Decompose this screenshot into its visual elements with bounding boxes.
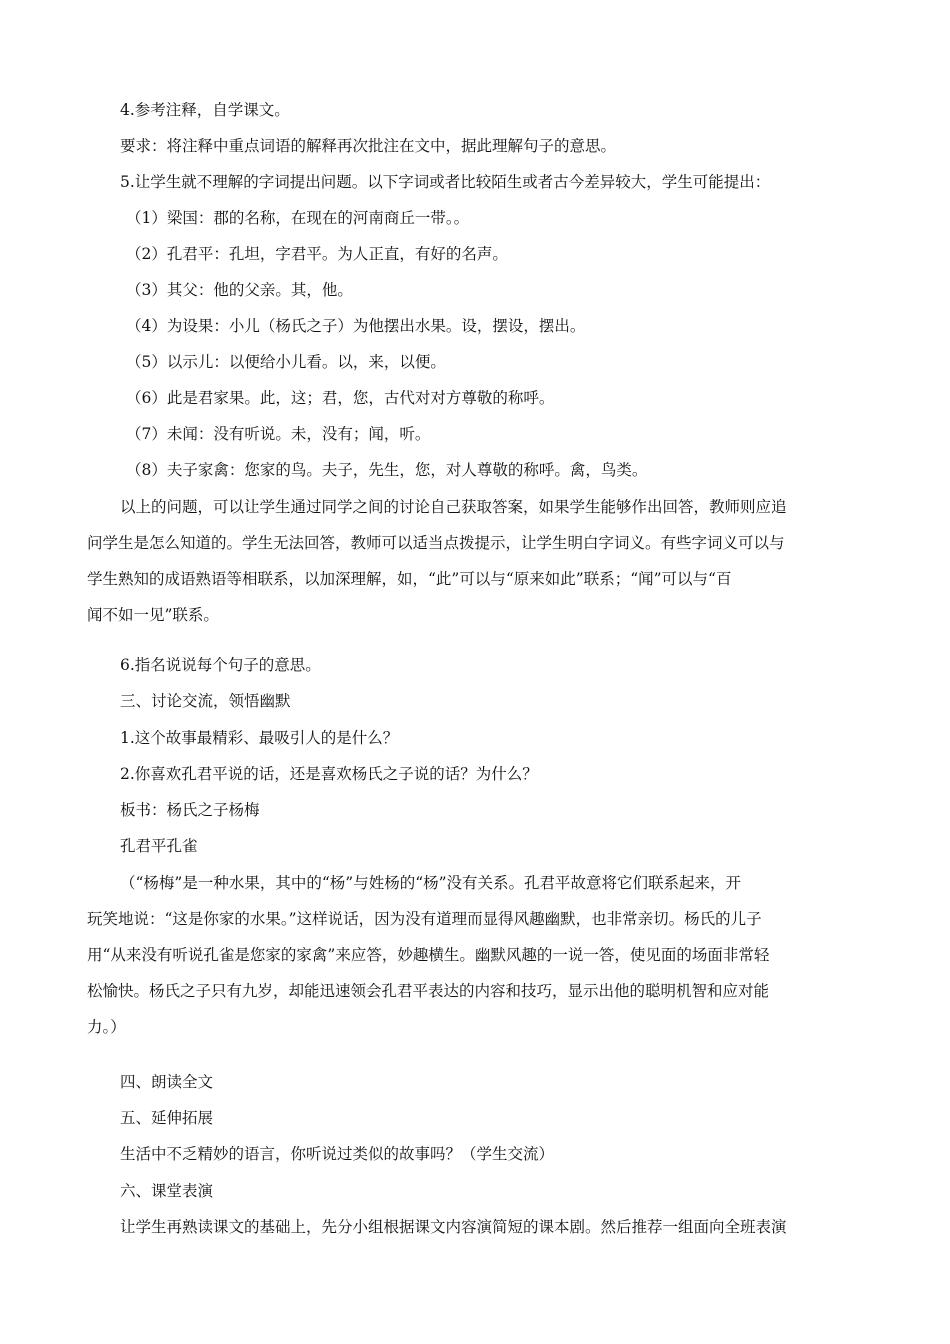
board-note-1: 板书：杨氏之子杨梅 [120, 801, 260, 819]
paragraph-1-line-4: 闻不如一见”联系。 [87, 606, 219, 624]
paragraph-1-line-2: 问学生是怎么知道的。学生无法回答，教师可以适当点拨提示，让学生明白字词义。有些字词义可以与 [87, 534, 785, 552]
step-5-line: 5.让学生就不理解的字词提出问题。以下字词或者比较陌生或者古今差异较大，学生可能提出： [120, 173, 771, 191]
requirement-line: 要求：将注释中重点词语的解释再次批注在文中，据此理解句子的意思。 [120, 137, 617, 155]
extension-line: 生活中不乏精妙的语言，你听说过类似的故事吗？（学生交流） [120, 1145, 555, 1163]
paragraph-2-line-3: 用“从来没有听说孔雀是您家的家禽”来应答，妙趣横生。幽默风趣的一说一答，使见面的场面非常轻 [87, 946, 770, 964]
gloss-6: （6）此是君家果。此，这；君，您，古代对对方尊敬的称呼。 [126, 389, 555, 407]
question-2: 2.你喜欢孔君平说的话，还是喜欢杨氏之子说的话？为什么？ [120, 765, 538, 783]
gloss-3: （3）其父：他的父亲。其，他。 [126, 281, 353, 299]
section-3-heading: 三、讨论交流，领悟幽默 [120, 692, 291, 710]
question-1: 1.这个故事最精彩、最吸引人的是什么？ [120, 729, 399, 747]
paragraph-2-line-5: 力。） [87, 1018, 126, 1036]
board-note-2: 孔君平孔雀 [120, 837, 198, 855]
step-4-line: 4.参考注释，自学课文。 [120, 101, 290, 119]
paragraph-1-line-1: 以上的问题，可以让学生通过同学之间的讨论自己获取答案，如果学生能够作出回答，教师则应追 [120, 498, 787, 516]
gloss-7: （7）未闻：没有听说。未，没有；闻，听。 [126, 425, 431, 443]
step-6-line: 6.指名说说每个句子的意思。 [120, 656, 321, 674]
gloss-1: （1）梁国：郡的名称，在现在的河南商丘一带。。 [126, 209, 470, 227]
paragraph-2-line-2: 玩笑地说：“这是你家的水果。”这样说话，因为没有道理而显得风趣幽默，也非常亲切。杨氏的儿子 [87, 910, 762, 928]
paragraph-2-line-1: （“杨梅”是一种水果，其中的“杨”与姓杨的“杨”没有关系。孔君平故意将它们联系起来，开 [120, 874, 742, 892]
section-6-heading: 六、课堂表演 [120, 1182, 214, 1200]
gloss-2: （2）孔君平：孔坦，字君平。为人正直，有好的名声。 [126, 245, 508, 263]
paragraph-2-line-4: 松愉快。杨氏之子只有九岁，却能迅速领会孔君平表达的内容和技巧，显示出他的聪明机智和应对能 [87, 982, 770, 1000]
gloss-4: （4）为设果：小儿（杨氏之子）为他摆出水果。设，摆设，摆出。 [126, 317, 586, 335]
gloss-5: （5）以示儿：以便给小儿看。以，来，以便。 [126, 353, 446, 371]
section-4-heading: 四、朗读全文 [120, 1073, 214, 1091]
section-5-heading: 五、延伸拓展 [120, 1109, 214, 1127]
paragraph-1-line-3: 学生熟知的成语熟语等相联系，以加深理解，如，“此”可以与“原来如此”联系；“闻”可以与“百 [87, 570, 732, 588]
gloss-8: （8）夫子家禽：您家的鸟。夫子，先生，您，对人尊敬的称呼。禽，鸟类。 [126, 461, 648, 479]
performance-line: 让学生再熟读课文的基础上，先分小组根据课文内容演简短的课本剧。然后推荐一组面向全班表演 [120, 1218, 787, 1236]
